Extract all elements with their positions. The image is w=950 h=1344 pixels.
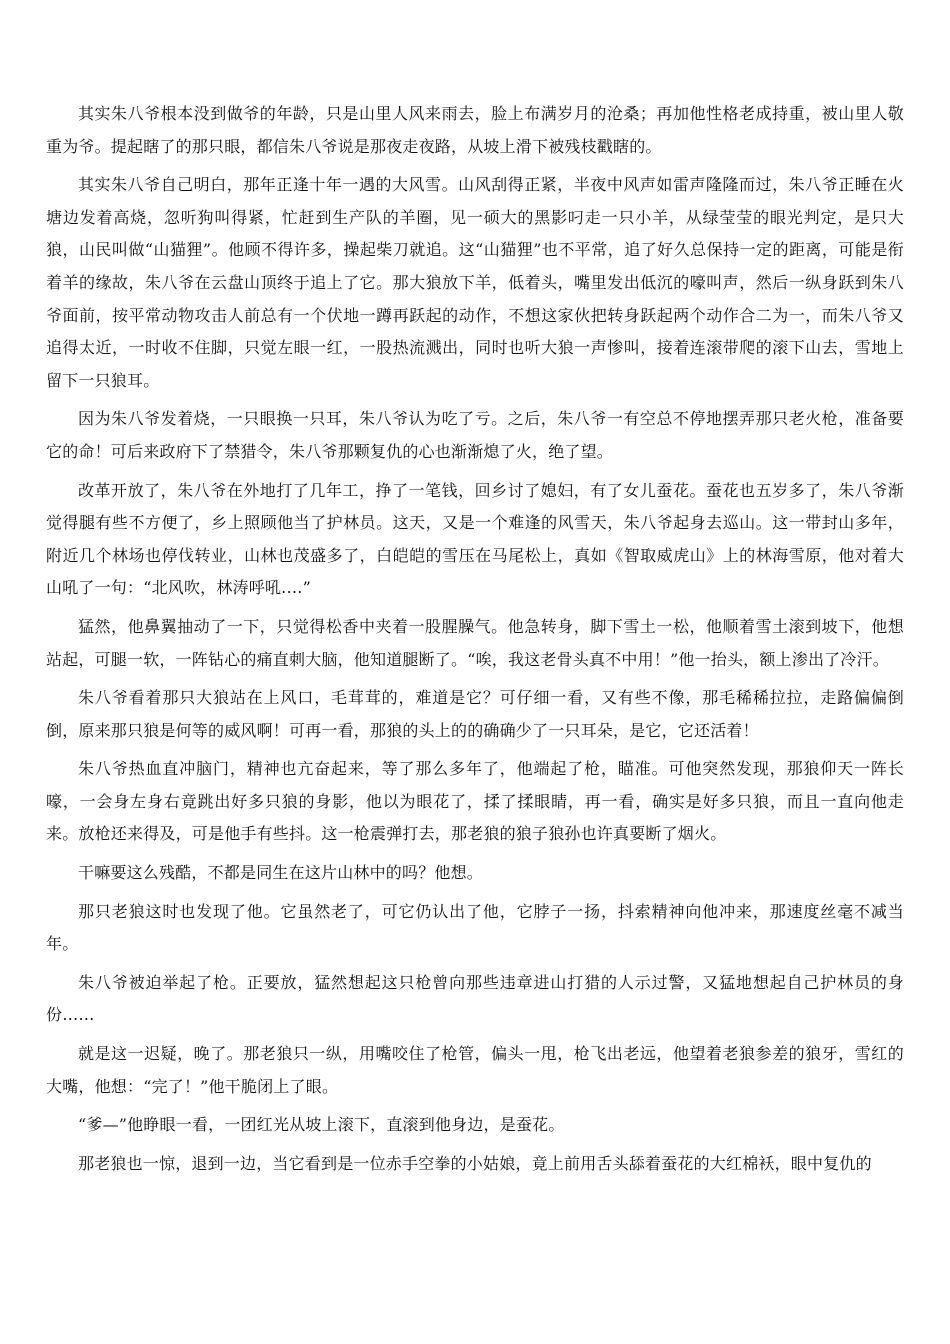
paragraph: 其实朱八爷自己明白，那年正逢十年一遇的大风雪。山风刮得正紧，半夜中风声如雷声隆隆而过，朱八爷正睡在火塘边发着高烧，忽听狗叫得紧，忙赶到生产队的羊圈，见一硕大的黑影叼走一只小羊，从绿莹莹的眼光判定，是只大狼，山民叫做“山猫狸”。他顾不得许多，操起柴刀就追。这“山猫狸”也不平常，追了好久总保持一定的距离，可能是衔着羊的缘故，朱八爷在云盘山顶终于追上了它。那大狼放下羊，低着头，嘴里发出低沉的嚎叫声，然后一纵身跃到朱八爷面前，按平常动物攻击人前总有一个伏地一蹲再跃起的动作，不想这家伙把转身跃起两个动作合二为一，而朱八爷又追得太近，一时收不住脚，只觉左眼一红，一股热流溅出，同时也听大狼一声惨叫，接着连滚带爬的滚下山去，雪地上留下一只狼耳。 bbox=[46, 175, 904, 390]
paragraph: 那只老狼这时也发现了他。它虽然老了，可它仍认出了他，它脖子一扬，抖索精神向他冲来，那速度丝毫不减当年。 bbox=[46, 901, 904, 954]
paragraph: 朱八爷看着那只大狼站在上风口，毛茸茸的，难道是它？可仔细一看，又有些不像，那毛稀稀拉拉，走路偏偏倒倒，原来那只狼是何等的威风啊！可再一看，那狼的头上的的确确少了一只耳朵，是它，它还活着！ bbox=[46, 688, 904, 740]
paragraph: “爹—”他睁眼一看，一团红光从坡上滚下，直滚到他身边，是蚕花。 bbox=[78, 1115, 565, 1135]
paragraph: 其实朱八爷根本没到做爷的年龄，只是山里人风来雨去，脸上布满岁月的沧桑；再加他性格老成持重，被山里人敬重为爷。提起瞎了的那只眼，都信朱八爷说是那夜走夜路，从坡上滑下被残枝戳瞎的。 bbox=[46, 104, 904, 156]
paragraph: 朱八爷被迫举起了枪。正要放，猛然想起这只枪曾向那些违章进山打猎的人示过警，又猛地想起自己护林员的身份…… bbox=[46, 972, 904, 1025]
paragraph: 朱八爷热血直冲脑门，精神也亢奋起来，等了那么多年了，他端起了枪，瞄准。可他突然发现，那狼仰天一阵长嚎，一会身左身右竟跳出好多只狼的身影，他以为眼花了，揉了揉眼睛，再一看，确实是好多只狼，而且一直向他走来。放枪还来得及，可是他手有些抖。这一枪震弹打去，那老狼的狼子狼孙也许真要断了烟火。 bbox=[46, 759, 904, 844]
paragraph: 那老狼也一惊，退到一边，当它看到是一位赤手空拳的小姑娘，竟上前用舌头舔着蚕花的大红棉袄，眼中复仇的 bbox=[78, 1153, 872, 1173]
paragraph: 就是这一迟疑，晚了。那老狼只一纵，用嘴咬住了枪管，偏头一甩，枪飞出老远，他望着老狼参差的狼牙，雪红的大嘴，他想：“完了！”他干脆闭上了眼。 bbox=[46, 1044, 904, 1096]
paragraph: 因为朱八爷发着烧，一只眼换一只耳，朱八爷认为吃了亏。之后，朱八爷一有空总不停地摆弄那只老火枪，准备要它的命！可后来政府下了禁猎令，朱八爷那颗复仇的心也渐渐熄了火，绝了望。 bbox=[46, 409, 904, 461]
paragraph: 猛然，他鼻翼抽动了一下，只觉得松香中夹着一股腥臊气。他急转身，脚下雪土一松，他顺着雪土滚到坡下，他想站起，可腿一软，一阵钻心的痛直刺大脑，他知道腿断了。“唉，我这老骨头真不中用！”他一抬头，额上渗出了冷汗。 bbox=[46, 616, 904, 669]
paragraph: 改革开放了，朱八爷在外地打了几年工，挣了一笔钱，回乡讨了媳妇，有了女儿蚕花。蚕花也五岁多了，朱八爷渐觉得腿有些不方便了，乡上照顾他当了护林员。这天，又是一个难逢的风雪天，朱八爷起身去巡山。这一带封山多年，附近几个林场也停伐转业，山林也茂盛多了，白皑皑的雪压在马尾松上，真如《智取威虎山》上的林海雪原，他对着大山吼了一句：“北风吹，林涛呼吼.…” bbox=[46, 480, 904, 598]
paragraph: 干嘛要这么残酷，不都是同生在这片山林中的吗？他想。 bbox=[78, 863, 484, 883]
story-text bbox=[46, 98, 904, 1186]
